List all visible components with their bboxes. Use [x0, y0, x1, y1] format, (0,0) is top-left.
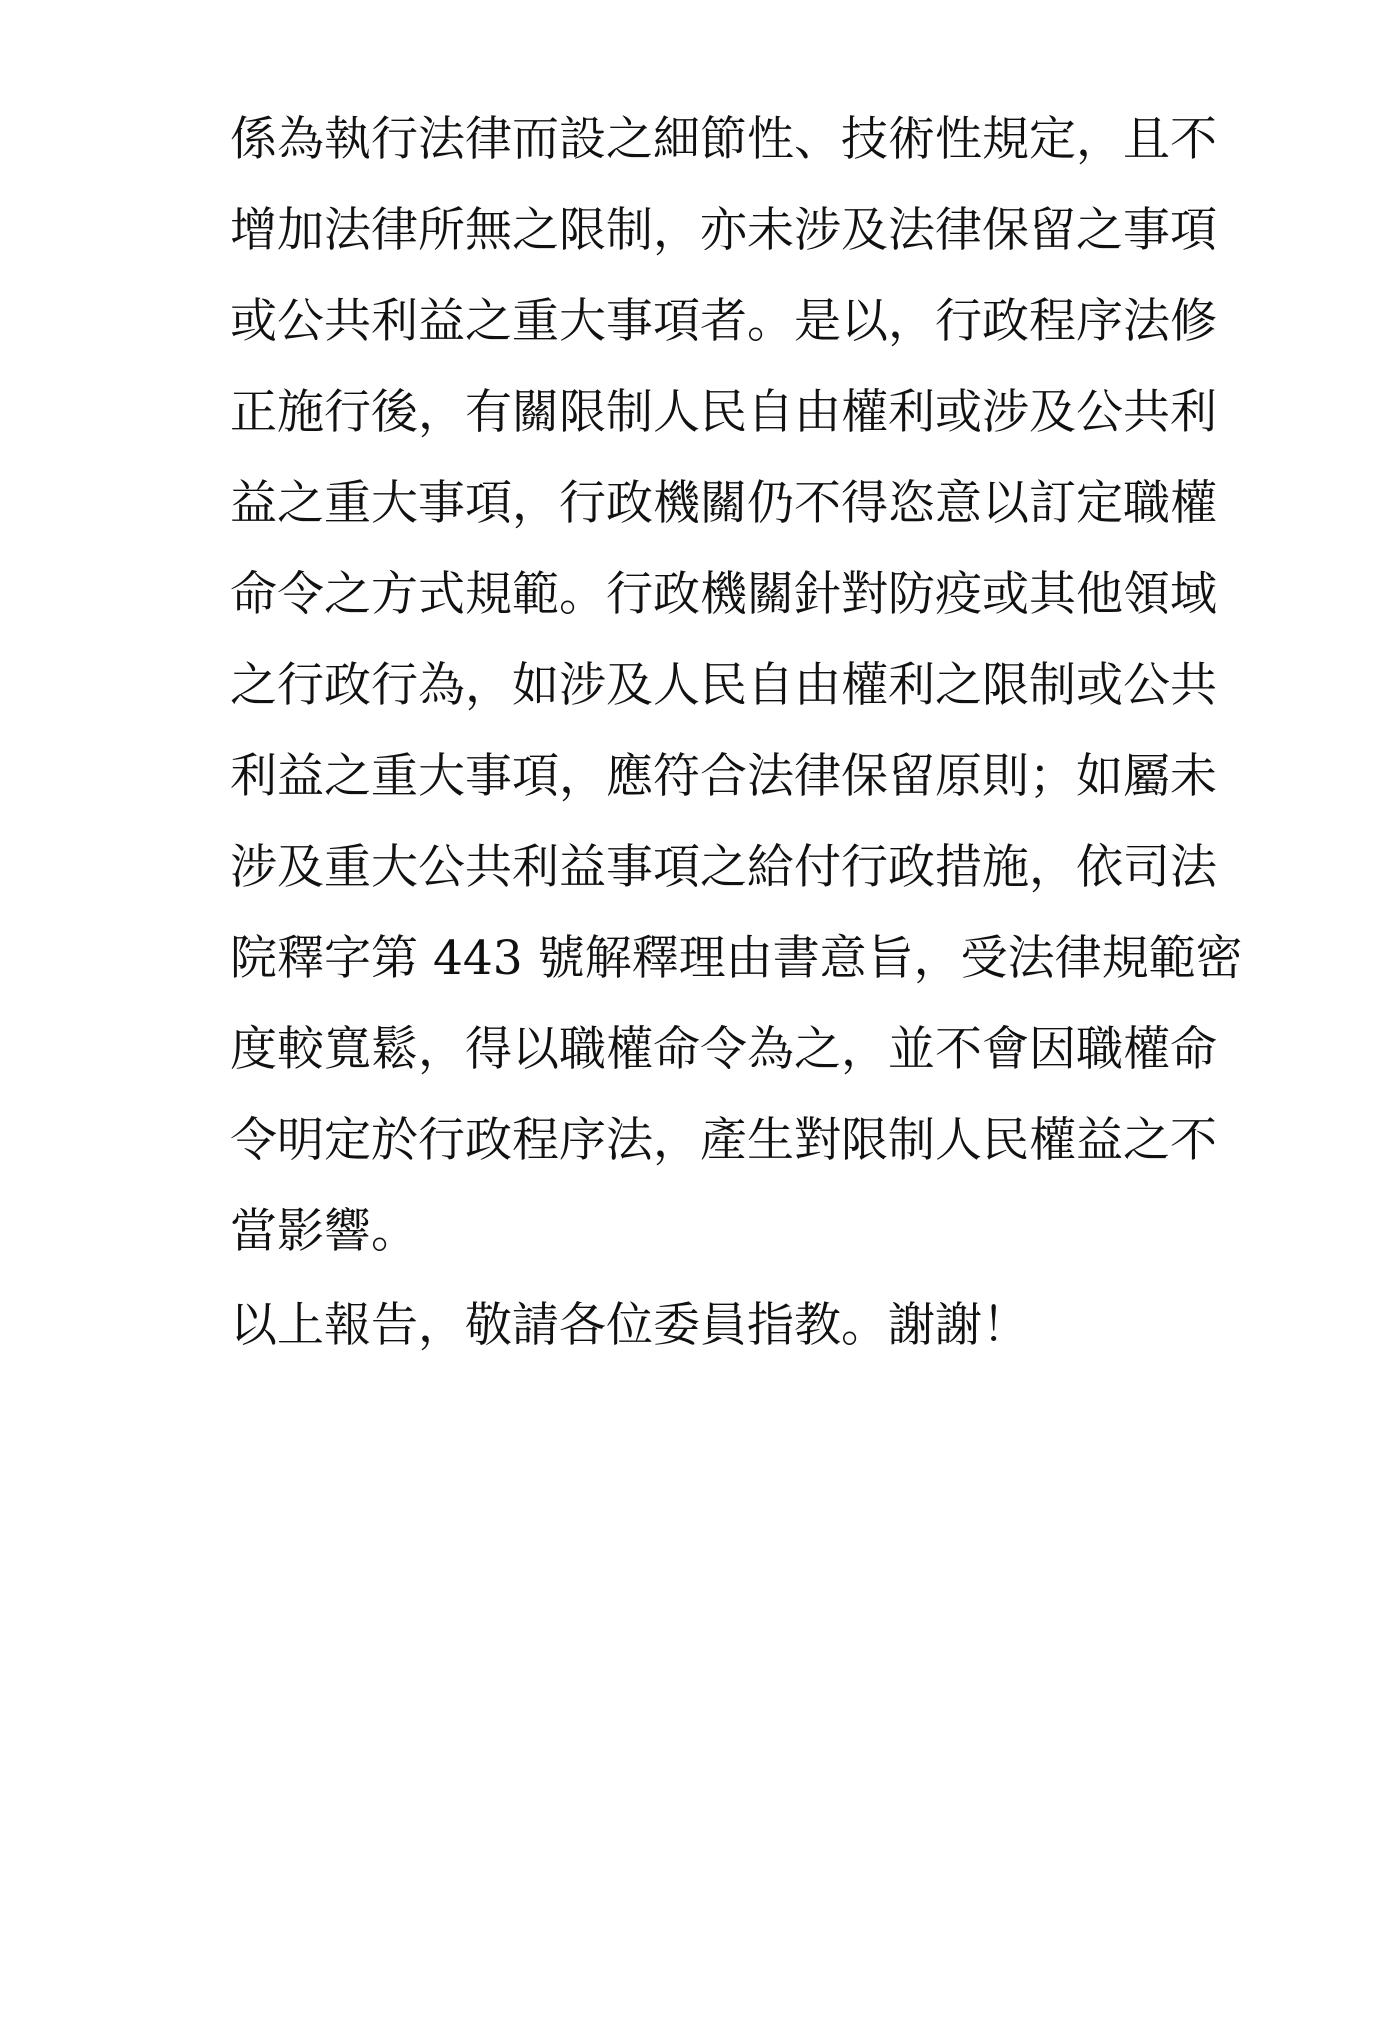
paragraph-line-12: 令明定於行政程序法，產生對限制人民權益之不 — [230, 1113, 1217, 1168]
paragraph-line-9: 涉及重大公共利益事項之給付行政措施，依司法 — [230, 840, 1217, 895]
paragraph-line-11: 度較寬鬆，得以職權命令為之，並不會因職權命 — [230, 1022, 1217, 1077]
paragraph-line-6: 命令之方式規範。行政機關針對防疫或其他領域 — [230, 567, 1217, 622]
paragraph-line-13: 當影響。 — [230, 1204, 418, 1259]
paragraph-line-3: 或公共利益之重大事項者。是以，行政程序法修 — [230, 294, 1217, 349]
paragraph-line-7: 之行政行為，如涉及人民自由權利之限制或公共 — [230, 658, 1217, 713]
paragraph-line-1: 係為執行法律而設之細節性、技術性規定，且不 — [230, 112, 1217, 167]
body-paragraph — [230, 94, 1260, 1277]
paragraph-line-2: 增加法律所無之限制，亦未涉及法律保留之事項 — [230, 203, 1217, 258]
closing-line: 以上報告，敬請各位委員指教。謝謝！ — [230, 1298, 1029, 1353]
paragraph-line-5: 益之重大事項，行政機關仍不得恣意以訂定職權 — [230, 476, 1217, 531]
paragraph-line-10: 院釋字第 443 號解釋理由書意旨，受法律規範密 — [230, 931, 1243, 986]
paragraph-line-4: 正施行後，有關限制人民自由權利或涉及公共利 — [230, 385, 1217, 440]
paragraph-line-8: 利益之重大事項，應符合法律保留原則；如屬未 — [230, 749, 1217, 804]
